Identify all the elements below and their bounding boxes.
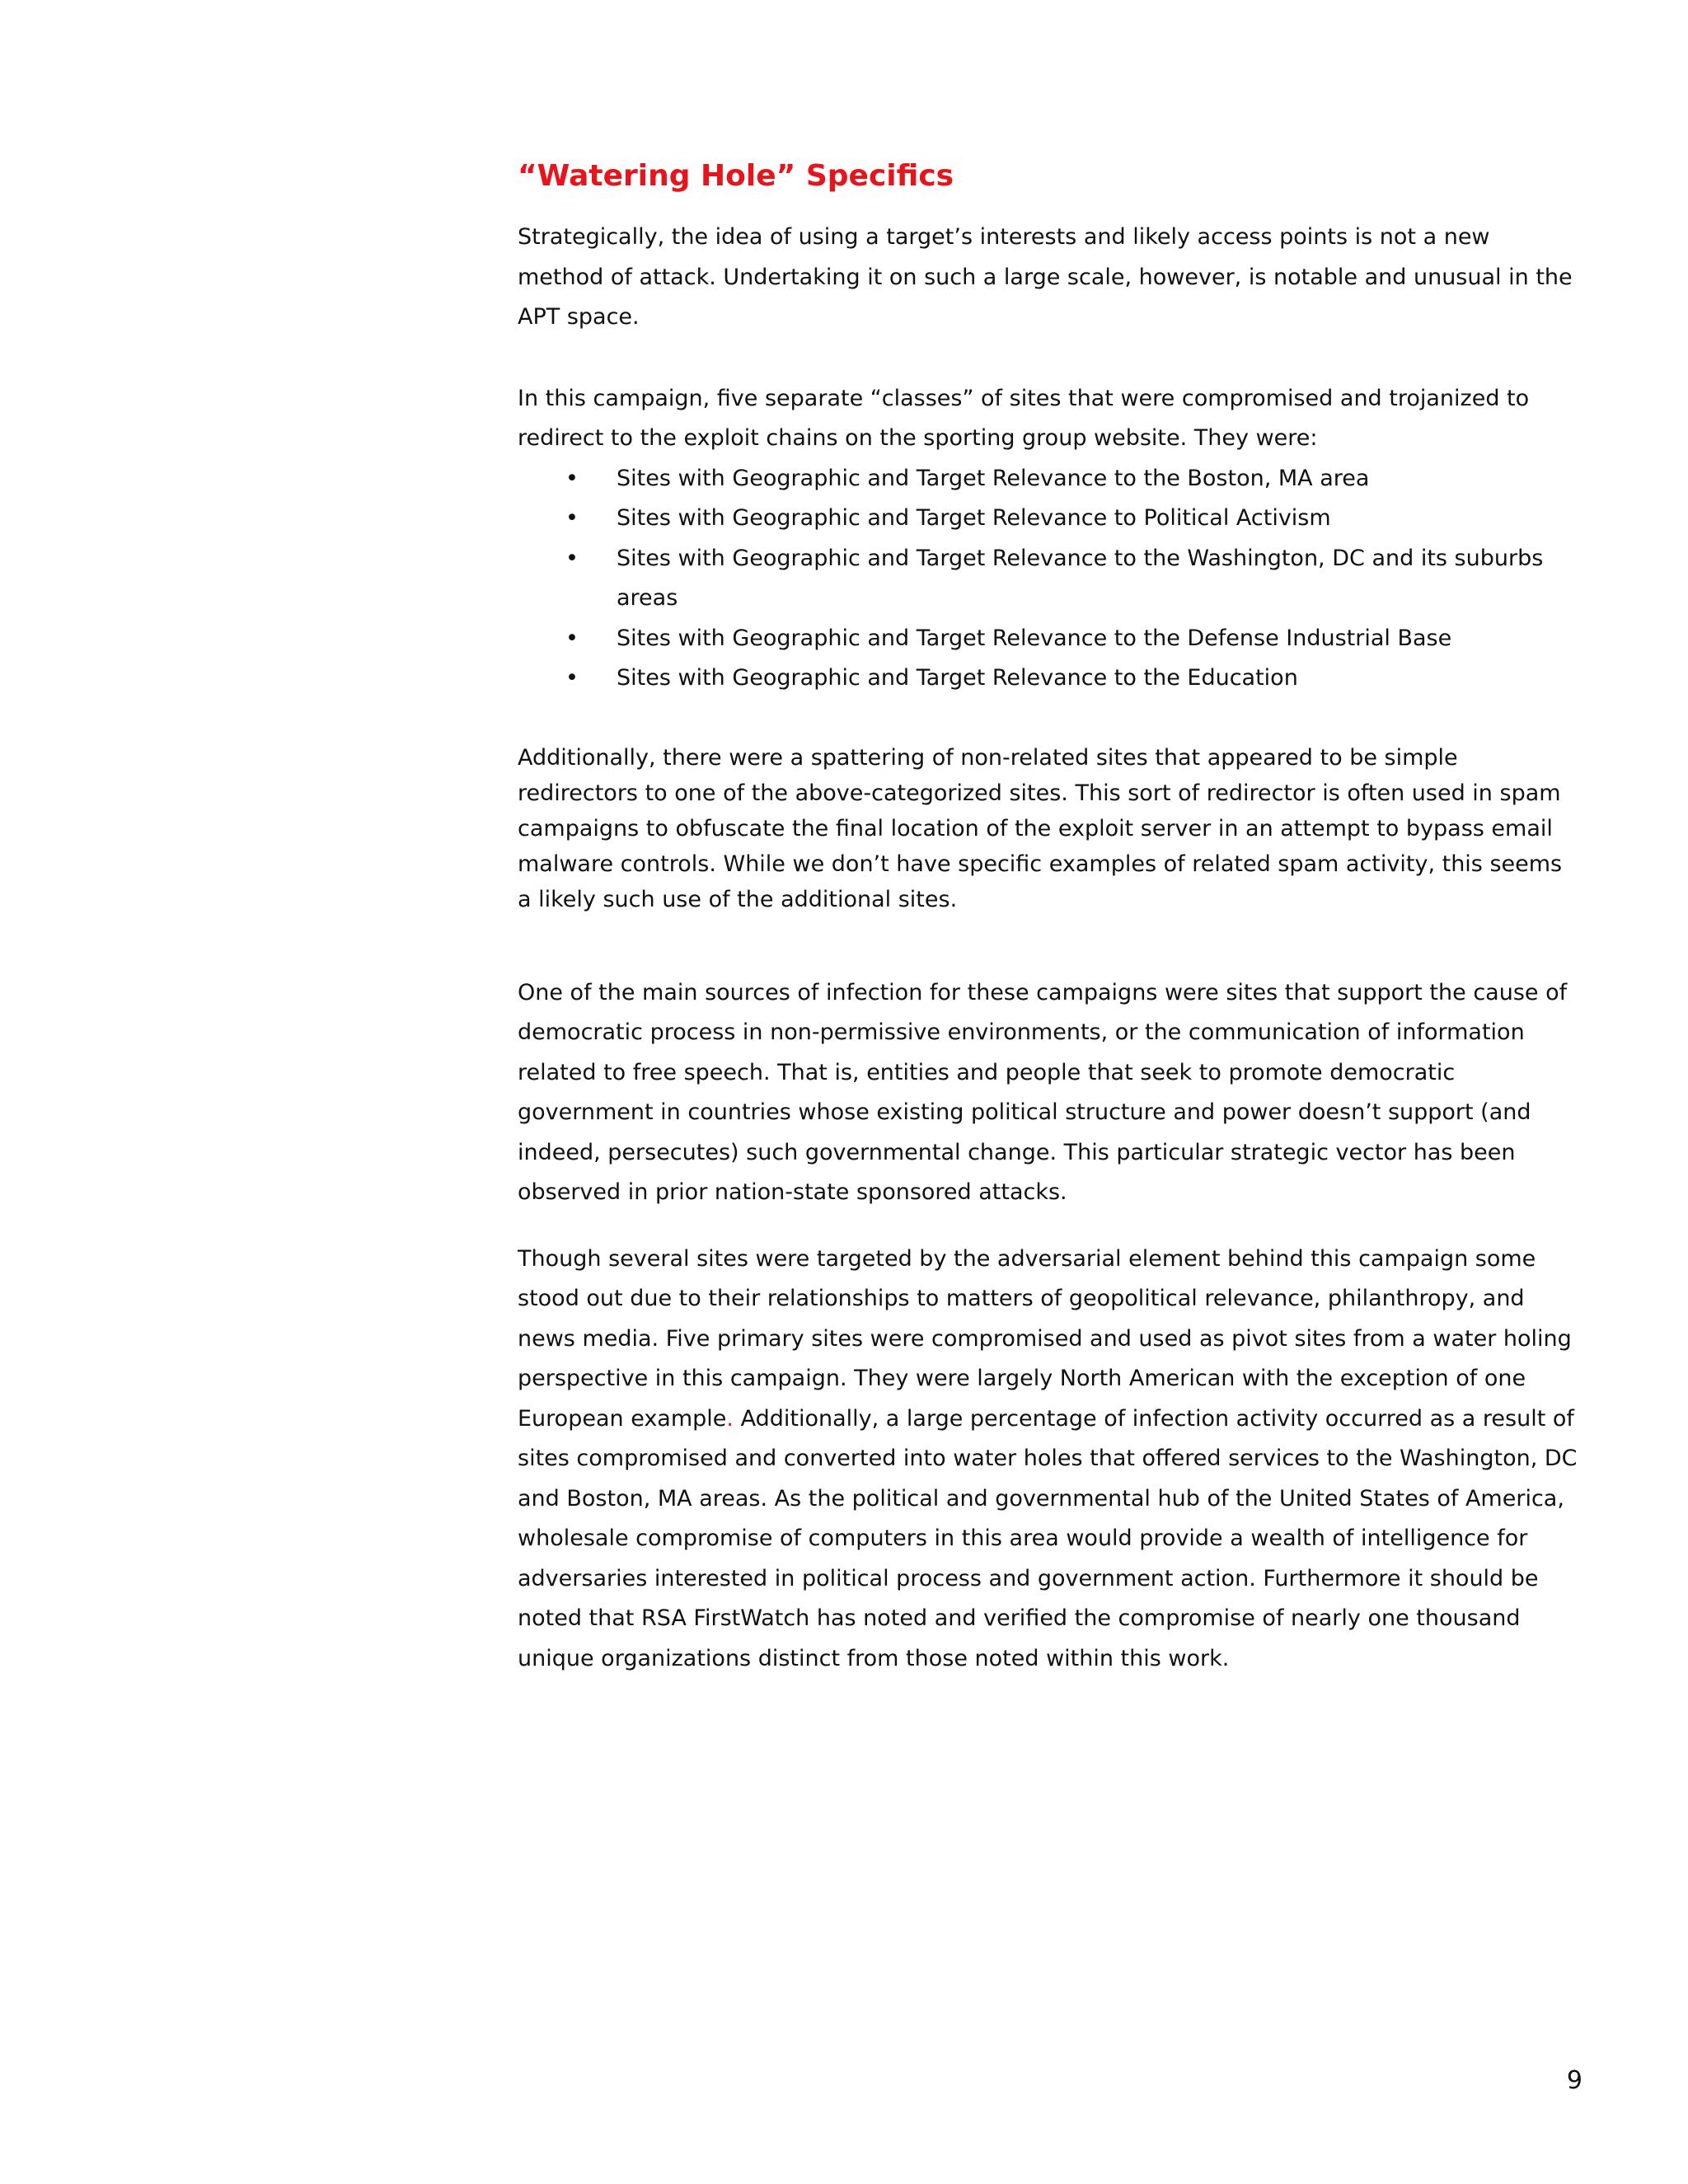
page-content: [518, 157, 1581, 1679]
paragraph-targeted-sites: [518, 1240, 1581, 1680]
list-item: [518, 619, 1581, 659]
paragraph-text: Additionally, a large percentage of infection activity occurred as a result of sites compromised and converted into water holes that offered services to the Washington, DC and Boston, MA areas. As the political and governmental hub of the United States of America, wholesale compromise of computers in this area would provide a wealth of intelligence for adversaries interested in political process and government action. Furthermore it should be noted that RSA FirstWatch has noted and verified the compromise of nearly one thousand unique organizations distinct from those noted within this work.: [518, 1405, 1578, 1671]
bullet-icon: •: [565, 505, 579, 531]
list-item-text: Sites with Geographic and Target Relevance to the Defense Industrial Base: [617, 625, 1452, 651]
list-item: [518, 658, 1581, 699]
bullet-icon: •: [565, 465, 579, 491]
bullet-icon: •: [565, 625, 579, 651]
list-item: [518, 459, 1581, 499]
site-classes-list: [518, 459, 1581, 699]
list-item-text: Sites with Geographic and Target Relevance to the Boston, MA area: [617, 465, 1370, 491]
list-item-text: Sites with Geographic and Target Relevance to Political Activism: [617, 505, 1331, 531]
red-period: .: [726, 1405, 734, 1432]
page-number: 9: [1566, 2066, 1582, 2095]
bullet-icon: •: [565, 665, 579, 691]
paragraph-text: Though several sites were targeted by the adversarial element behind this campaign some stood out due to their relationships to matters of geopolitical relevance, philanthropy, and news media. Five primary sites were compromised and used as pivot sites from a water holing perspective in this campaign. They were largely North American with the exception of one European example: [518, 1245, 1572, 1432]
paragraph-infection-sources: One of the main sources of infection for these campaigns were sites that support the cause of democratic process in non-permissive environments, or the communication of information related to free speech. That is, entities and people that seek to promote democratic government in countries whose existing political structure and power doesn’t support (and indeed, persecutes) such governmental change. This particular strategic vector has been observed in prior nation-state sponsored attacks.: [518, 979, 1568, 1205]
section-heading: “Watering Hole” Specifics: [518, 159, 954, 193]
list-item: [518, 539, 1581, 619]
paragraph-campaign-classes: In this campaign, five separate “classes” of sites that were compromised and trojanized to redirect to the exploit chains on the sporting group website. They were:: [518, 385, 1530, 451]
list-item-text: Sites with Geographic and Target Relevance to the Education: [617, 665, 1298, 691]
list-item-text: Sites with Geographic and Target Relevance to the Washington, DC and its suburbs areas: [617, 545, 1544, 611]
paragraph-redirectors: Additionally, there were a spattering of non-related sites that appeared to be simple redirectors to one of the above-categorized sites. This sort of redirector is often used in spam campaigns to obfuscate the final location of the exploit server in an attempt to bypass email malware controls. While we don’t have specific examples of related spam activity, this seems a likely such use of the additional sites.: [518, 744, 1563, 912]
paragraph-strategy: Strategically, the idea of using a target’s interests and likely access points is not a new method of attack. Undertaking it on such a large scale, however, is notable and unusual in the APT space.: [518, 224, 1573, 330]
list-item: [518, 499, 1581, 539]
bullet-icon: •: [565, 545, 579, 571]
